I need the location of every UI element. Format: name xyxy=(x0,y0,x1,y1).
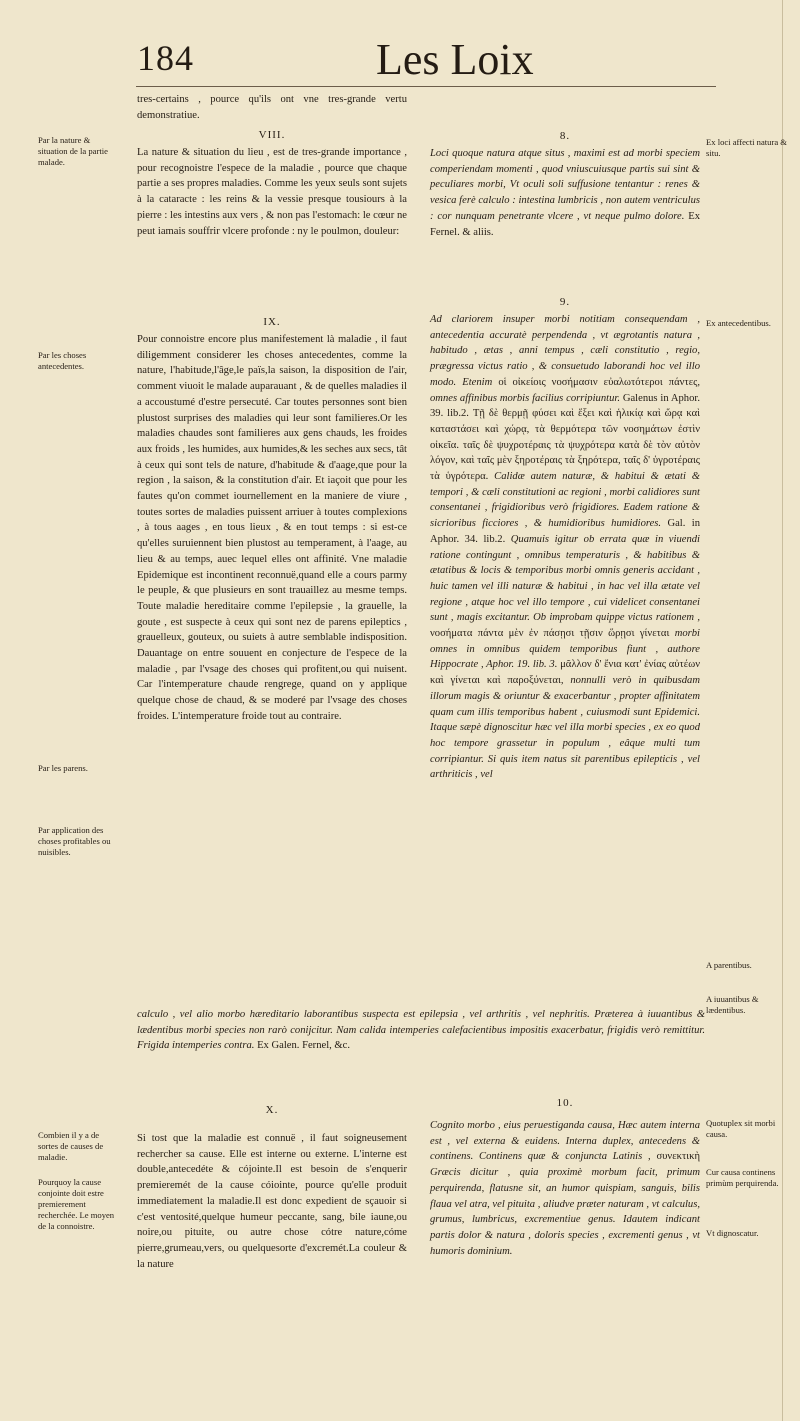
french-section-9-title: IX. xyxy=(263,316,281,328)
french-section-10: Si tost que la maladie est connuë , il faut soigneusement rechercher sa cause. Elle est interne ou externe. L'interne est double,antecedéte & cójointe.Il est besoin de s'enquerir premieremét de la cause cóiointe, pource qu'elle produit immediatement la maladie.Il est donc expedient de sçauoir si c'est ventosité,quelque humeur peccante, sang, bile iaune,ou noire,ou pituite, ou autre chose cótre nature,cóme pierre,grumeau,vers, ou quelquesorte d'excremét.La couleur & la nature xyxy=(137,1133,407,1270)
latin-section-9-continuation xyxy=(137,1007,705,1054)
page-edge-line xyxy=(782,0,783,1421)
latin-section-10-text-a: Cognito morbo , eius peruestiganda causa, Hæc autem interna est , vel externa & euidens. Interna duplex, antecedens & continens. Continens quæ & conjuncta Latinis , xyxy=(430,1120,700,1163)
margin-note-parents: Par les parens. xyxy=(38,763,88,773)
margin-note-conjoint-cause: Pourquoy la cause conjointe doit estre premierement recherchée. Le moyen de la connoistre. xyxy=(38,1177,115,1231)
latin-section-9 xyxy=(430,312,700,783)
running-title: Les Loix xyxy=(376,35,534,84)
margin-note-application: Par application des choses profitables ou nuisibles. xyxy=(38,825,111,857)
latin-section-9-text-d: Quamuis igitur ob errata quæ in viuendi ratione contingunt , omnibus temperaturis , & habitibus & ætatibus & locis & temporibus morbi omnis generis accidant , huic tamen vel illi naturæ & habitui , in hac vel illa ætate vel regione , atque hoc vel illo tempore , cui videlicet consentanei sunt , magis excitantur. Ob improbam quippe victus rationem , xyxy=(430,533,700,624)
latin-section-9-greek-3: νοσήματα πάντα μὲν ἐν πάσῃσι τῇσιν ὥρῃσι γίνεται xyxy=(430,628,670,640)
header-rule xyxy=(136,86,716,87)
french-section-8-title: VIII. xyxy=(258,129,286,141)
margin-note-a-iuuantibus: A iuuantibus & lædentibus. xyxy=(706,994,759,1015)
latin-section-9-full-reference: Ex Galen. Fernel, &c. xyxy=(257,1040,351,1052)
latin-section-9-full-text: calculo , vel alio morbo hæreditario laborantibus suspecta est epilepsia , vel arthritis , vel nephritis. Præterea à iuuantibus & lædentibus morbi species non rarò conijcitur. Nam calida intemperies calefacientibus impositis exacerbatur, frigidis verò remittitur. Frigida intemperies contra. xyxy=(137,1009,705,1052)
margin-note-quotuplex: Quotuplex sit morbi causa. xyxy=(706,1118,776,1139)
latin-section-8-number: 8. xyxy=(559,130,571,142)
latin-section-9-greek-4: μᾶλλον δ' ἔνια κατ' ἐνίας αὐτέων καὶ γίνεται καὶ παροξύνεται xyxy=(430,659,700,687)
french-section-8: La nature & situation du lieu , est de tres-grande importance , pour recognoistre l'espece de la maladie , pource que chaque partie a ses propres maladies. Comme les yeux seuls sont sujets à la cataracte : les reins & la vessie presque tousiours à la pierre : les intestins aux vers , & non pas l'estomach: le cœur ne peut iamais souffrir vlcere profonde : ny le poulmon, douleur: xyxy=(137,147,407,237)
latin-section-9-text-c: Calidæ autem naturæ, & habitui & ætati & tempori , & cæli constitutioni ac regioni , morbi calidiores sunt consentanei , frigidioribus verò frigidiores. Eadem ratione & sicrioribus ficciores , & humidioribus humidiores. xyxy=(430,471,700,530)
margin-note-situation: Par la nature & situation de la partie malade. xyxy=(38,135,108,167)
margin-note-vt-dignoscatur: Vt dignoscatur. xyxy=(706,1228,759,1238)
latin-section-10 xyxy=(430,1118,700,1259)
latin-section-9-greek-1: οἱ οἰκείοις νοσήμασιν εὐαλωτότεροι πάντες xyxy=(498,376,698,388)
french-section-10-title: X. xyxy=(265,1104,279,1116)
french-intro: tres-certains , pource qu'ils ont vne tres-grande vertu demonstratiue. xyxy=(137,94,407,121)
margin-note-kinds-of-causes: Combien il y a de sortes de causes de maladie. xyxy=(38,1130,104,1162)
latin-section-8-reference: Ex Fernel. & aliis. xyxy=(430,210,700,238)
margin-note-a-parentibus: A parentibus. xyxy=(706,960,752,970)
latin-section-9-reference-2: Gal. in Aphor. 34. lib.2. xyxy=(430,518,700,545)
latin-section-10-number: 10. xyxy=(556,1097,574,1109)
latin-section-9-text-a: Ad clariorem insuper morbi notitiam consequendam , antecedentia accuratè perpendenda , vt ægrotantis natura , habitudo , ætas , anni tempus , cæli constitutio , regio, prægressa victus ratio , & consuetudo laborandi hoc vel illo modo. Etenim xyxy=(430,314,700,388)
margin-note-ex-loci: Ex loci affecti natura & situ. xyxy=(706,137,787,158)
margin-note-antecedents: Par les choses antecedentes. xyxy=(38,350,87,371)
latin-section-8 xyxy=(430,146,700,240)
latin-section-9-text-f: , nonnulli verò in quibusdam illorum magis & oriuntur & exacerbantur , propter affinitatem quam cum illis temporibus habent , cuiusmodi sunt Epidemici. Itaque sæpè dignoscitur hæc vel illa morbi species , ex eo quod hoc tempore grassetur in populum , eâque multi tum corripiantur. Si quis item natus sit parentibus epilepticis , vel arthriticis , vel xyxy=(430,675,700,781)
latin-section-9-number: 9. xyxy=(559,296,571,308)
page-number: 184 xyxy=(137,38,194,78)
french-section-9: Pour connoistre encore plus manifestement là maladie , il faut diligemment considerer les choses antecedentes, comme la nature, l'habitude,l'âge,le païs,la saison, la disposition de l'air, comment viuoit le malade auparauant , & de quelles maladies il a accoustumé d'estre persecuté. Car toutes personnes sont bien plustost surprises des maladies qui leur sont familieres.Or les maladies chaudes sont familieres aux gens chauds, les froides aux froids , les humides, aux humides,& les seches aux secs, tât à ceux qui sont tels de nature, d'habitude & d'aage,que pour la region , la saison, & la constitution d'air. Et iaçoit que pour les fautes qu'on commet iournellement en la maniere de viure , toutes sortes de maladies puissent arriuer à toutes complexions , à tous aages , en tous lieux , & en tout temps : si est-ce qu'elles suruiennent bien plustost au temperament, à l'aage, au lieu & au temps, auec lequel elles ont affinité. Vne maladie Epidemique est incontinent reconnuë,quand elle a cours parmy le peuple, & que plusieurs en sont trauaillez au mesme temps. Toute maladie hereditaire comme l'epilepsie , la grauelle, la goute , est suspecte à ceux qui sont nez de parens epileptics , grauelleux, gouteux, ou suiets à autre semblable indisposition. Dauantage on entre souuent en conjecture de l'espece de la maladie , par l'vsage des choses qui profitent,ou qui nuisent. Car l'intemperature chaude rengrege, quand on y applique quelque chose de chaud, & se moderé par l'vsage des choses froides. L'intemperature froide tout au contraire. xyxy=(137,334,407,722)
latin-section-9-reference-1: Galenus in Aphor. 39. lib.2. xyxy=(430,392,700,420)
latin-section-9-text-e: morbi omnes in omnibus quidem temporibus fiunt , authore Hippocrate , Aphor. 19. lib. 3. xyxy=(430,628,700,671)
latin-section-9-text-b: , omnes affinibus morbis facilius corripiuntur. xyxy=(430,376,700,404)
latin-section-10-greek: συνεκτικὴ xyxy=(656,1151,700,1163)
margin-note-cur-causa: Cur causa continens primùm perquirenda. xyxy=(706,1167,779,1188)
margin-note-ex-antecedentibus: Ex antecedentibus. xyxy=(706,318,771,328)
latin-section-9-greek-2: Τῇ δὲ θερμῇ φύσει καὶ ἕξει καὶ ἡλικίᾳ καὶ ὥρᾳ καὶ καταστάσει καὶ χώρᾳ, τὰ θερμότερα τῶν νοσημάτων ἐστὶν οἰκεῖα. ταῖς δὲ ψυχροτέραις τὰ ψυχρότερα κατὰ δὲ τὸν αὐτὸν λόγον, καὶ ταῖς μὲν ξηροτέραις τὰ ξηρότερα, ταῖς δ' ὑγροτέραις τὰ ὑγρότερα. xyxy=(430,408,700,483)
latin-section-10-text-b: Græcis dicitur , quia proximè morbum facit, primum perquirenda, flatusne sit, an humor quispiam, sanguis, bilis flaua vel atra, vel pituita , aliudve præter naturam , vt calculus, grumus, lumbricus, excrementiue genus. Idautem indicant partis dolor & natura , doloris species , excrementi genus , vt humoris dominium. xyxy=(430,1167,700,1257)
latin-section-8-text: Loci quoque natura atque situs , maximi est ad morbi speciem comperiendam momenti , quod vniuscuiusque partis sui sint & peculiares morbi, Vt oculi soli suffusione tentantur : renes & vesica ferè calculo : intestina lumbricis , non autem ventriculus : cor nunquam penetrante vlcere , vt neque pulmo dolore. xyxy=(430,148,700,222)
